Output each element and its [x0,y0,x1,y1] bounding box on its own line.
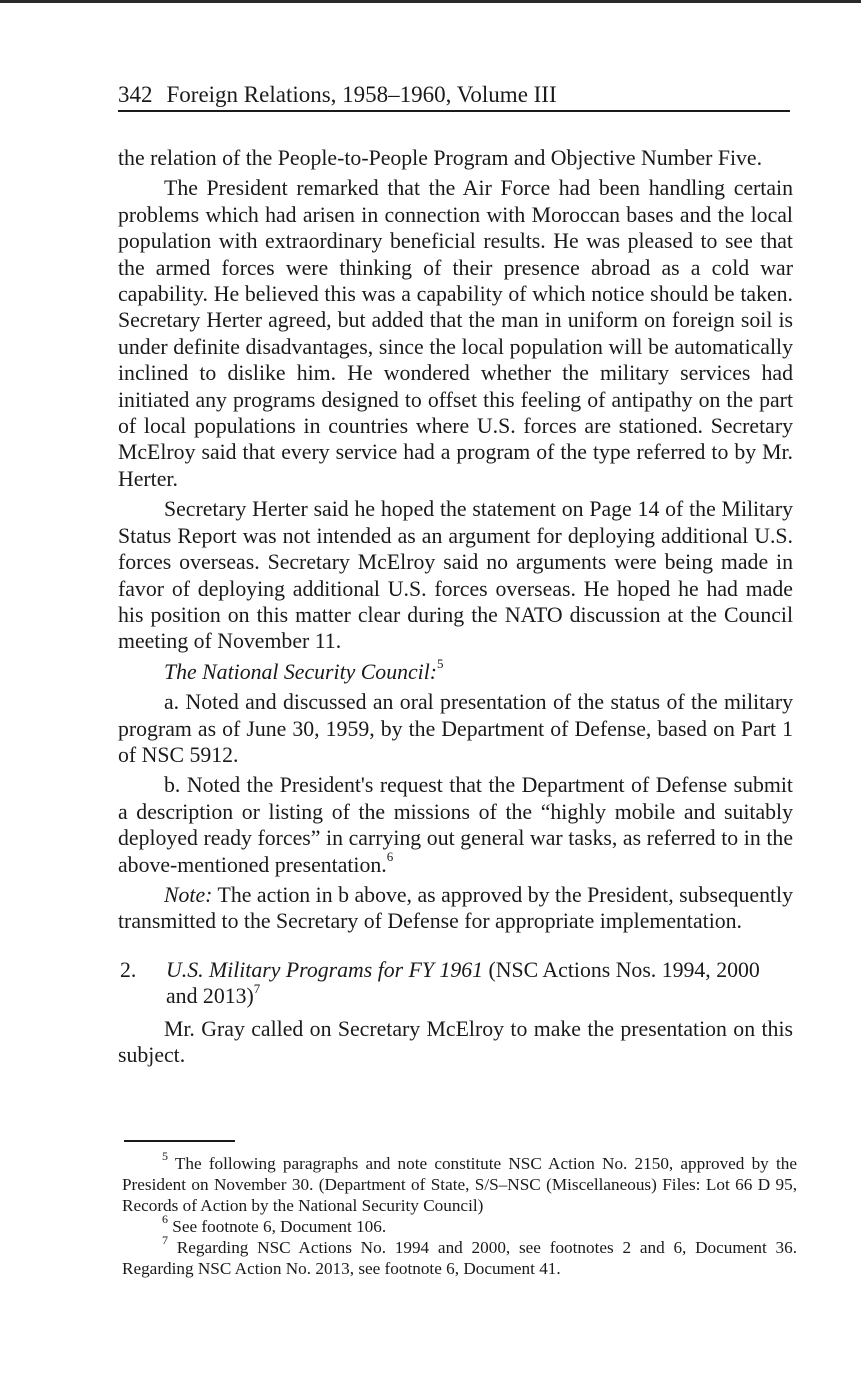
page-number: 342 [118,82,153,107]
footnote-ref-5: 5 [437,656,444,672]
page-top-edge [0,0,861,3]
agenda-item-2 [118,957,793,1010]
paragraph-action-a: a. Noted and discussed an oral presentation of the status of the military program as of June 30, 1959, by the Department of Defense, based on Part 1 of NSC 5912. [118,690,793,767]
footnote-text: See footnote 6, Document 106. [168,1217,387,1236]
header-title: Foreign Relations, 1958–1960, Volume III [166,82,557,107]
footnote-marker: 5 [162,1149,168,1164]
nsc-heading-text: The National Security Council: [164,659,438,684]
paragraph-continuation: the relation of the People-to-People Program and Objective Number Five. [118,146,763,170]
paragraph-note [118,882,793,935]
nsc-heading [118,656,793,685]
footnote-text: Regarding NSC Actions No. 1994 and 2000, see footnotes 2 and 6, Document 36. Regarding NSC Action No. 2013, see footnote 6, Document 41. [122,1238,797,1278]
footnote-marker: 7 [162,1233,168,1248]
footnote-7 [122,1233,797,1279]
footnote-rule [124,1140,235,1142]
paragraph-gray-call: Mr. Gray called on Secretary McElroy to make the presentation on this subject. [118,1016,793,1067]
footnote-text: The following paragraphs and note constitute NSC Action No. 2150, approved by the President on November 30. (Department of State, S/S–NSC (Miscellaneous) Files: Lot 66 D 95, Records of Action by the National Security Council) [122,1154,797,1215]
agenda-item-title: U.S. Military Programs for FY 1961 [166,957,484,982]
footnote-ref-7: 7 [253,980,261,996]
footnote-marker: 6 [162,1212,168,1227]
header-rule [118,110,790,112]
note-label: Note: [164,882,213,907]
footnotes [122,1149,797,1279]
body-text [118,145,793,1072]
paragraph-action-b-text: b. Noted the President's request that the Department of Defense submit a description or listing of the missions of the “highly mobile and suitably deployed ready forces” in carrying out general war tasks, as referred to in the above-mentioned presentation. [118,773,793,877]
footnote-6 [122,1212,797,1237]
paragraph-president-remarks: The President remarked that the Air Force had been handling certain problems which had arisen in connection with Moroccan bases and the local population with extraordinary beneficial results. He was pleased to see that the armed forces were thinking of their presence abroad as a cold war capability. He believed this was a capability of which notice should be taken. Secretary Herter agreed, but added that the man in uniform on foreign soil is under definite disadvantages, since the local population will be automatically inclined to dislike him. He wondered whether the military services had initiated any programs designed to offset this feeling of antipathy on the part of local populations in countries where U.S. forces are stationed. Secretary McElroy said that every service had a program of the type referred to by Mr. Herter. [118,176,793,491]
paragraph-action-b [118,772,793,878]
note-text: The action in b above, as approved by the President, subsequently transmitted to the Secretary of Defense for appropriate implementation. [118,882,793,934]
agenda-item-number: 2. [120,957,137,982]
running-header [118,80,790,110]
agenda-item-reference: (NSC Actions Nos. 1994, 2000 and 2013) [166,957,760,1009]
footnote-ref-6: 6 [386,849,394,865]
paragraph-herter-statement: Secretary Herter said he hoped the statement on Page 14 of the Military Status Report was not intended as an argument for deploying additional U.S. forces overseas. Secretary McElroy said no arguments were being made in favor of deploying additional U.S. forces overseas. He hoped he had made his position on this matter clear during the NATO discussion at the Council meeting of November 11. [118,497,793,654]
footnote-5 [122,1149,797,1216]
